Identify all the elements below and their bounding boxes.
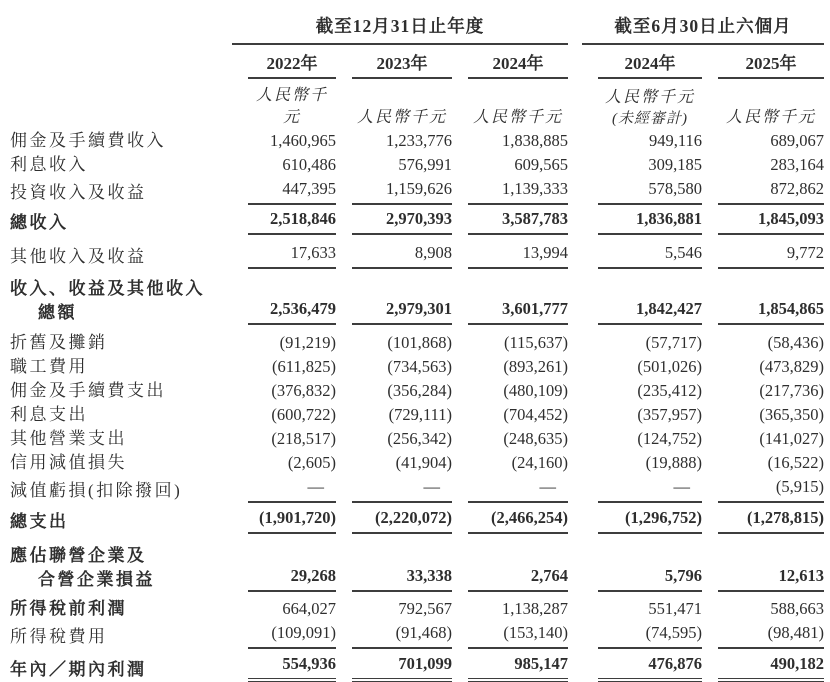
cell-value: 1,854,865 (718, 297, 824, 325)
header-group-annual-label: 截至12月31日止年度 (315, 16, 485, 36)
cell-value: 12,613 (718, 564, 824, 592)
cell (452, 592, 568, 621)
row-label-line: 利息收入 (10, 155, 88, 174)
cell (582, 269, 702, 325)
cell-value: (729,111) (388, 405, 452, 424)
cell (232, 451, 336, 475)
cell-value: 664,027 (282, 599, 336, 618)
cell (582, 649, 702, 682)
cell-value: (473,829) (759, 357, 825, 376)
cell (582, 235, 702, 269)
cell (452, 649, 568, 682)
cell-value: 33,338 (352, 564, 452, 592)
cell-value: 283,164 (770, 155, 825, 174)
cell-value: (91,468) (352, 621, 452, 649)
cell-value: 872,862 (718, 177, 824, 205)
header-label-spacer (10, 79, 232, 129)
header-year-2022: 2022年 (232, 44, 336, 79)
cell (702, 129, 824, 153)
cell (702, 475, 824, 503)
column-gap (568, 534, 582, 592)
row-label (10, 177, 232, 205)
cell (232, 129, 336, 153)
table-row (10, 427, 824, 451)
cell-value: 2,979,301 (352, 297, 452, 325)
row-label-line: 佣金及手續費收入 (10, 131, 166, 150)
row-label (10, 621, 232, 649)
row-label-line: 利息支出 (10, 405, 88, 424)
header-unit-5: 人民幣千元 (726, 109, 817, 126)
cell (452, 153, 568, 177)
cell (452, 503, 568, 534)
cell-value: (115,637) (504, 333, 569, 352)
cell (336, 153, 452, 177)
cell-value: 2,970,393 (352, 207, 452, 235)
cell-value: (1,296,752) (598, 506, 702, 534)
cell (336, 621, 452, 649)
cell (702, 649, 824, 682)
cell (336, 649, 452, 682)
table-row (10, 269, 824, 325)
cell (582, 129, 702, 153)
cell (452, 269, 568, 325)
cell-value: 1,139,333 (468, 177, 568, 205)
cell (336, 205, 452, 235)
column-gap (568, 6, 582, 44)
cell (232, 503, 336, 534)
column-gap (568, 503, 582, 534)
cell (232, 153, 336, 177)
cell (336, 592, 452, 621)
cell (452, 177, 568, 205)
cell-value: (2,220,072) (352, 506, 452, 534)
cell-value: 17,633 (248, 241, 336, 269)
cell-value: (2,605) (287, 453, 336, 472)
table-row (10, 475, 824, 503)
cell (452, 427, 568, 451)
cell-value: (704,452) (503, 405, 569, 424)
cell (582, 427, 702, 451)
header-year-2024: 2024年 (452, 44, 568, 79)
cell (232, 534, 336, 592)
row-label (10, 649, 232, 682)
column-gap (568, 451, 582, 475)
table-row (10, 153, 824, 177)
cell-value: 5,546 (598, 241, 702, 269)
header-year-2025-interim: 2025年 (702, 44, 824, 79)
column-gap (568, 79, 582, 129)
column-gap (568, 379, 582, 403)
row-label (10, 129, 232, 153)
row-label (10, 235, 232, 269)
row-label-line: 佣金及手續費支出 (10, 381, 166, 400)
cell-value: (98,481) (718, 621, 824, 649)
row-label-line: 信用減值損失 (10, 453, 127, 472)
cell (452, 205, 568, 235)
column-gap (568, 44, 582, 79)
row-label (10, 503, 232, 534)
cell-value: (5,915) (718, 475, 824, 503)
cell-value: — (468, 475, 568, 503)
cell (336, 475, 452, 503)
cell-value: (611,825) (271, 357, 336, 376)
cell (336, 235, 452, 269)
cell (452, 379, 568, 403)
header-year-2023: 2023年 (336, 44, 452, 79)
cell-value: — (598, 475, 702, 503)
cell (582, 205, 702, 235)
cell (336, 325, 452, 355)
table-row (10, 534, 824, 592)
cell (582, 475, 702, 503)
table-row (10, 325, 824, 355)
cell (582, 379, 702, 403)
cell (702, 325, 824, 355)
row-label-line: 其他收入及收益 (10, 247, 147, 266)
row-label-line: 合營企業損益 (38, 570, 155, 589)
cell-value: (893,261) (503, 357, 569, 376)
column-gap (568, 403, 582, 427)
row-label-line: 減值虧損(扣除撥回) (10, 481, 183, 500)
cell (232, 177, 336, 205)
cell (452, 129, 568, 153)
table-row (10, 235, 824, 269)
cell (336, 534, 452, 592)
column-gap (568, 592, 582, 621)
row-label (10, 534, 232, 592)
table-row (10, 649, 824, 682)
table-row (10, 592, 824, 621)
cell (702, 153, 824, 177)
cell-value: 1,836,881 (598, 207, 702, 235)
cell (702, 403, 824, 427)
row-label (10, 475, 232, 503)
row-label (10, 269, 232, 325)
cell-value: 609,565 (514, 155, 569, 174)
cell-value: (235,412) (637, 381, 703, 400)
cell (232, 427, 336, 451)
column-gap (568, 235, 582, 269)
row-label-line: 總收入 (10, 213, 69, 232)
cell-value: (91,219) (279, 333, 336, 352)
cell-value: (74,595) (598, 621, 702, 649)
cell-value: — (352, 475, 452, 503)
cell-value: 2,536,479 (248, 297, 336, 325)
cell-value: (1,278,815) (718, 506, 824, 534)
cell-value: (41,904) (395, 453, 452, 472)
cell-value: (24,160) (511, 453, 569, 472)
cell-value: (734,563) (387, 357, 452, 376)
cell (452, 355, 568, 379)
row-label (10, 153, 232, 177)
cell-value: 949,116 (649, 131, 703, 150)
cell (452, 403, 568, 427)
column-gap (568, 475, 582, 503)
cell (582, 153, 702, 177)
cell (702, 534, 824, 592)
header-group-interim-label: 截至6月30日止六個月 (614, 16, 792, 36)
table-row (10, 355, 824, 379)
cell-value: 576,991 (398, 155, 452, 174)
table-body (10, 129, 824, 682)
header-group-annual (232, 6, 568, 44)
cell (582, 503, 702, 534)
table-row (10, 129, 824, 153)
cell-value: 578,580 (598, 177, 702, 205)
row-label-line: 收入、收益及其他收入 (10, 279, 205, 298)
cell (582, 325, 702, 355)
column-gap (568, 325, 582, 355)
cell (232, 269, 336, 325)
cell (702, 621, 824, 649)
cell-value: (501,026) (637, 357, 703, 376)
cell-value: 1,842,427 (598, 297, 702, 325)
row-label-line: 年內／期內利潤 (10, 660, 147, 679)
column-gap (568, 649, 582, 682)
cell-value: 1,233,776 (386, 131, 452, 150)
row-label-line: 總支出 (10, 512, 69, 531)
cell-value: 2,764 (468, 564, 568, 592)
column-gap (568, 205, 582, 235)
cell-value: (217,736) (759, 381, 825, 400)
cell-value: (16,522) (767, 453, 825, 472)
row-label-line: 其他營業支出 (10, 429, 127, 448)
cell (582, 592, 702, 621)
cell-value: 29,268 (248, 564, 336, 592)
row-label (10, 427, 232, 451)
cell (232, 403, 336, 427)
cell-value: 701,099 (352, 652, 452, 682)
row-label (10, 403, 232, 427)
header-group-row (10, 6, 824, 44)
cell (582, 403, 702, 427)
cell-value: 689,067 (770, 131, 825, 150)
cell-value: 1,159,626 (352, 177, 452, 205)
cell (336, 355, 452, 379)
cell-value: 447,395 (248, 177, 336, 205)
column-gap (568, 269, 582, 325)
cell-value: 588,663 (770, 599, 825, 618)
row-label-line: 所得稅前利潤 (10, 599, 127, 618)
cell (232, 355, 336, 379)
cell-value: 8,908 (352, 241, 452, 269)
table-row (10, 621, 824, 649)
cell (336, 379, 452, 403)
column-gap (568, 427, 582, 451)
cell (582, 621, 702, 649)
cell-value: 476,876 (598, 652, 702, 682)
cell-value: 985,147 (468, 652, 568, 682)
cell-value: 3,601,777 (468, 297, 568, 325)
cell (582, 451, 702, 475)
cell-value: (58,436) (767, 333, 825, 352)
cell (582, 355, 702, 379)
cell-value: (57,717) (645, 333, 703, 352)
cell-value: 490,182 (718, 652, 824, 682)
cell (452, 621, 568, 649)
cell (232, 205, 336, 235)
cell (452, 325, 568, 355)
cell (336, 503, 452, 534)
cell-value: (2,466,254) (468, 506, 568, 534)
cell-value: (256,342) (387, 429, 452, 448)
table-row (10, 451, 824, 475)
cell-value: — (248, 475, 336, 503)
header-unit-1: 人民幣千元 (255, 87, 328, 126)
row-label-line: 折舊及攤銷 (10, 333, 108, 352)
cell (336, 403, 452, 427)
cell (702, 355, 824, 379)
unaudited-note: (未經審計) (612, 111, 689, 127)
cell (702, 269, 824, 325)
row-label-line: 所得稅費用 (10, 627, 108, 646)
cell-value: (248,635) (503, 429, 569, 448)
cell-value: 9,772 (718, 241, 824, 269)
header-unit-row (10, 79, 824, 129)
cell (232, 621, 336, 649)
table-row (10, 503, 824, 534)
column-gap (568, 129, 582, 153)
cell-value: 554,936 (248, 652, 336, 682)
table-row (10, 403, 824, 427)
row-label-line: 總額 (38, 303, 77, 322)
cell-value: (101,868) (387, 333, 452, 352)
cell (336, 129, 452, 153)
cell (452, 235, 568, 269)
column-gap (568, 621, 582, 649)
cell-value: (109,091) (248, 621, 336, 649)
cell (232, 325, 336, 355)
cell (232, 592, 336, 621)
column-gap (568, 153, 582, 177)
header-year-row (10, 44, 824, 79)
cell (336, 427, 452, 451)
column-gap (568, 177, 582, 205)
cell (232, 379, 336, 403)
cell-value: 309,185 (648, 155, 703, 174)
cell-value: 5,796 (598, 564, 702, 592)
financial-statement-table (10, 6, 824, 682)
cell (232, 649, 336, 682)
cell-value: 1,845,093 (718, 207, 824, 235)
cell (702, 379, 824, 403)
table-row (10, 379, 824, 403)
cell (702, 592, 824, 621)
cell-value: 2,518,846 (248, 207, 336, 235)
cell (582, 177, 702, 205)
header-unit-2: 人民幣千元 (356, 109, 447, 126)
cell-value: (124,752) (637, 429, 703, 448)
cell (452, 475, 568, 503)
cell-value: 13,994 (468, 241, 568, 269)
row-label-line: 職工費用 (10, 357, 88, 376)
table-row (10, 177, 824, 205)
cell-value: 610,486 (282, 155, 336, 174)
cell-value: (141,027) (759, 429, 825, 448)
header-year-2024-interim: 2024年 (582, 44, 702, 79)
cell (582, 534, 702, 592)
cell-value: (218,517) (271, 429, 336, 448)
cell (452, 451, 568, 475)
cell (336, 269, 452, 325)
cell (702, 205, 824, 235)
cell (232, 235, 336, 269)
cell-value: 3,587,783 (468, 207, 568, 235)
row-label (10, 379, 232, 403)
cell-value: (1,901,720) (248, 506, 336, 534)
cell (232, 475, 336, 503)
header-unit-4: 人民幣千元 (未經審計) (582, 79, 702, 129)
cell-value: 551,471 (648, 599, 703, 618)
cell (336, 451, 452, 475)
cell-value: (356,284) (387, 381, 452, 400)
cell-value: 1,138,287 (502, 599, 569, 618)
cell-value: (376,832) (271, 381, 336, 400)
cell (702, 451, 824, 475)
header-group-interim (582, 6, 824, 44)
cell-value: (153,140) (468, 621, 568, 649)
row-label (10, 325, 232, 355)
table-row (10, 205, 824, 235)
cell-value: (357,957) (637, 405, 703, 424)
column-gap (568, 355, 582, 379)
row-label (10, 592, 232, 621)
cell (452, 534, 568, 592)
row-label (10, 205, 232, 235)
cell-value: 792,567 (398, 599, 452, 618)
cell (702, 235, 824, 269)
header-label-spacer (10, 44, 232, 79)
cell (702, 503, 824, 534)
row-label (10, 355, 232, 379)
header-label-spacer (10, 6, 232, 44)
cell-value: (19,888) (645, 453, 703, 472)
cell (702, 177, 824, 205)
cell (336, 177, 452, 205)
cell (702, 427, 824, 451)
row-label (10, 451, 232, 475)
cell-value: (480,109) (503, 381, 569, 400)
row-label-line: 投資收入及收益 (10, 183, 147, 202)
cell-value: 1,838,885 (502, 131, 569, 150)
cell-value: 1,460,965 (270, 131, 336, 150)
cell-value: (365,350) (759, 405, 825, 424)
row-label-line: 應佔聯營企業及 (10, 546, 147, 565)
header-unit-3: 人民幣千元 (473, 109, 564, 126)
cell-value: (600,722) (271, 405, 336, 424)
